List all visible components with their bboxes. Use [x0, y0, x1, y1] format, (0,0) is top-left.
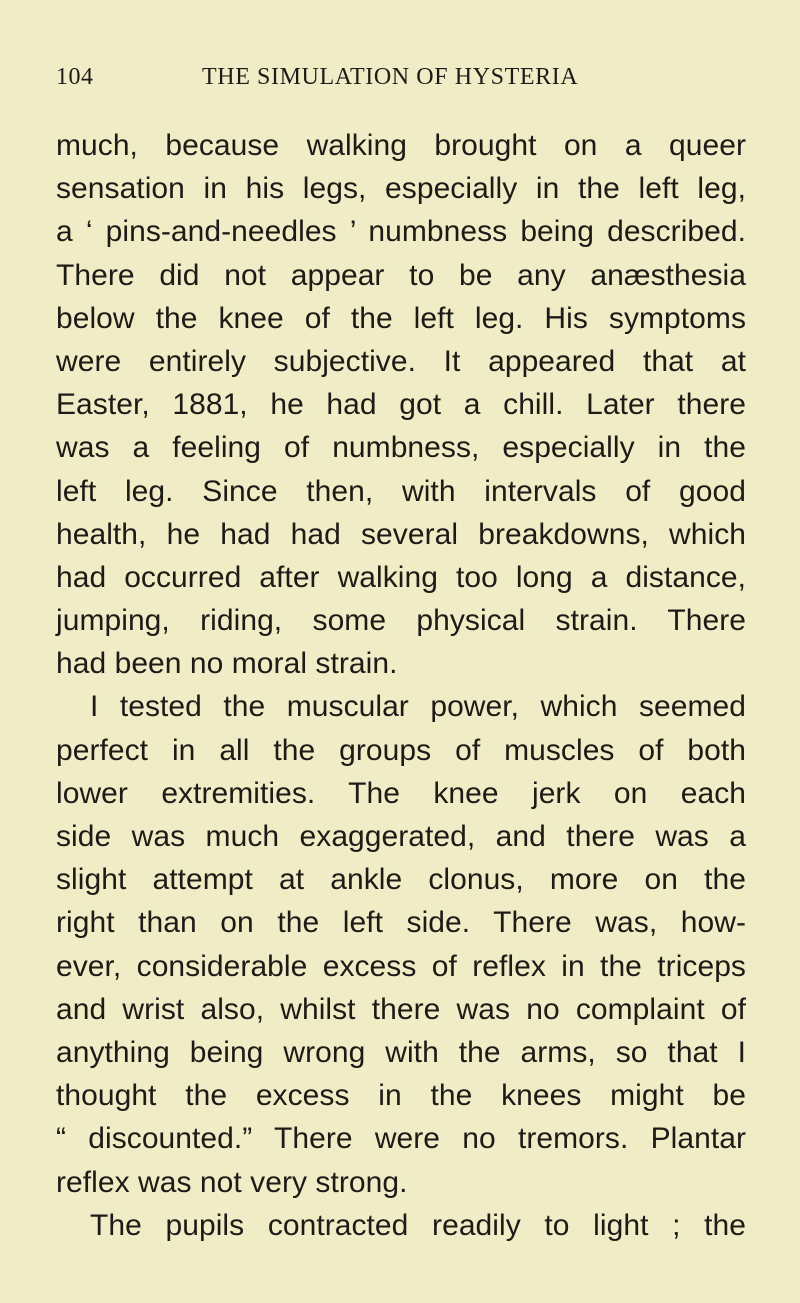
text-line: much, because walking brought on a queer — [56, 129, 746, 162]
page-number: 104 — [56, 64, 94, 90]
text-line: had occurred after walking too long a distance, — [56, 560, 746, 594]
text-line: were entirely subjective. It appeared that at — [56, 344, 746, 378]
page-header — [56, 62, 744, 96]
text-line: right than on the left side. There was, how- — [56, 906, 746, 940]
text-line: reflex was not very strong. — [56, 1165, 408, 1199]
text-line: anything being wrong with the arms, so that I — [56, 1035, 746, 1069]
text-line: below the knee of the left leg. His symptoms — [56, 301, 746, 335]
running-title: THE SIMULATION OF HYSTERIA — [202, 64, 579, 90]
text-line: thought the excess in the knees might be — [56, 1079, 746, 1113]
text-line: left leg. Since then, with intervals of good — [56, 474, 746, 508]
text-line: Easter, 1881, he had got a chill. Later there — [56, 388, 746, 422]
text-line: There did not appear to be any anæsthesia — [56, 258, 746, 292]
text-line: had been no moral strain. — [56, 647, 398, 681]
text-line: health, he had had several breakdowns, which — [56, 517, 746, 551]
text-line: side was much exaggerated, and there was a — [56, 820, 746, 853]
text-line: a ‘ pins-and-needles ’ numbness being described. — [56, 215, 746, 249]
body-text — [56, 124, 746, 1247]
text-line: jumping, riding, some physical strain. There — [56, 604, 746, 638]
text-line: perfect in all the groups of muscles of both — [56, 733, 746, 767]
text-line: sensation in his legs, especially in the left leg, — [56, 172, 746, 206]
text-line: I tested the muscular power, which seemed — [90, 690, 746, 724]
text-line: slight attempt at ankle clonus, more on the — [56, 863, 746, 897]
text-line: and wrist also, whilst there was no complaint of — [56, 992, 746, 1026]
text-line: ever, considerable excess of reflex in the triceps — [56, 949, 746, 983]
text-line: “ discounted.” There were no tremors. Plantar — [56, 1122, 746, 1156]
text-line: lower extremities. The knee jerk on each — [56, 776, 746, 810]
text-line: The pupils contracted readily to light ; the — [90, 1208, 746, 1242]
text-line: was a feeling of numbness, especially in the — [56, 431, 746, 465]
